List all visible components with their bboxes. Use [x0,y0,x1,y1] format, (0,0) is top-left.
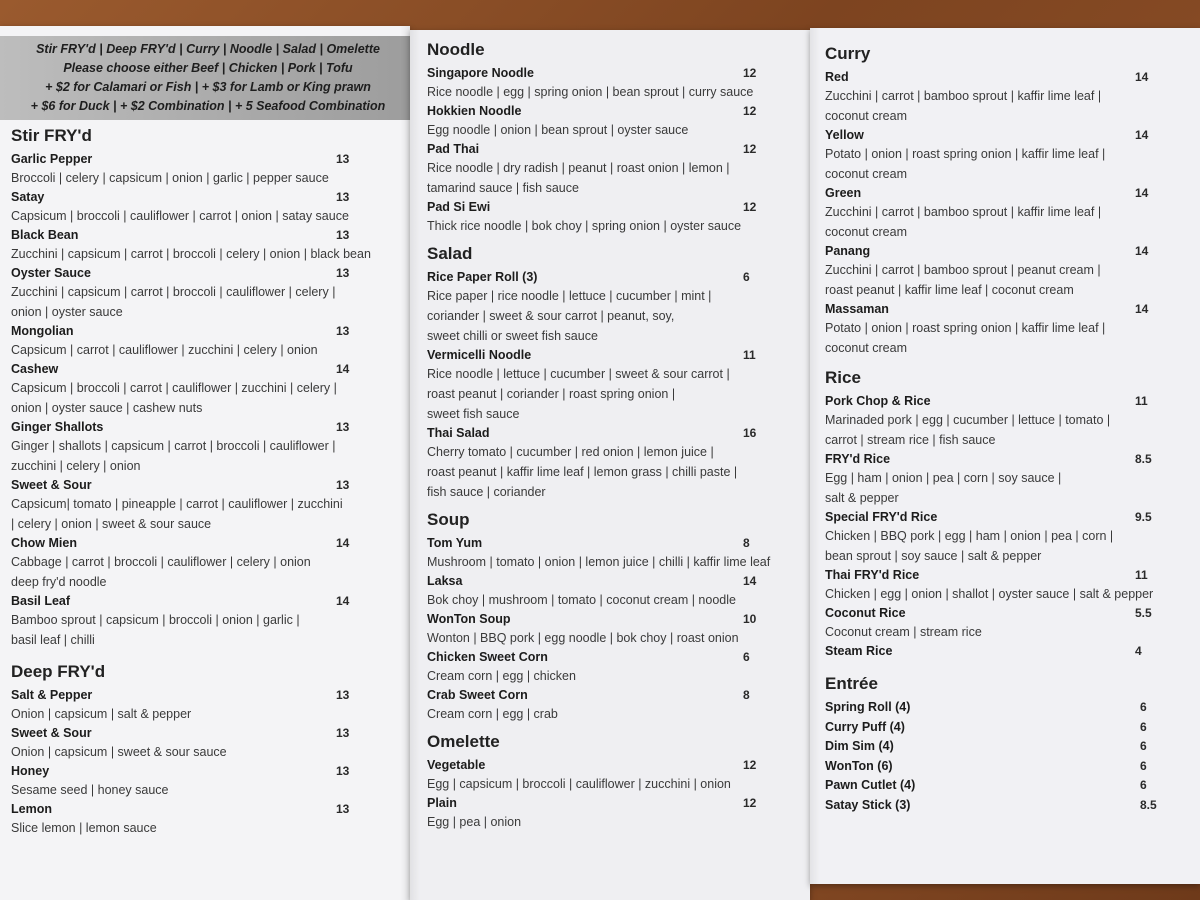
item-name: Vermicelli Noodle [427,348,532,362]
item-price: 13 [336,266,350,280]
item-description: Zucchini | carrot | bamboo sprout | peanut cream | roast peanut | kaffir lime leaf | coconut cream [825,263,1101,297]
item-price: 8 [743,536,750,550]
item-description: Slice lemon | lemon sauce [11,821,157,835]
item-description: Capsicum| tomato | pineapple | carrot | cauliflower | zucchini | celery | onion | sweet & sour sauce [11,497,343,531]
banner-line: + $6 for Duck | + $2 Combination | + 5 Seafood Combination [30,99,386,113]
item-price: 13 [336,228,350,242]
item-name: WonTon Soup [427,612,511,626]
item-name: Oyster Sauce [11,266,91,280]
item-price: 13 [336,688,350,702]
item-description: Chicken | BBQ pork | egg | ham | onion | pea | corn | bean sprout | soy sauce | salt & pepper [825,529,1114,563]
menu-item [11,592,404,650]
menu-item [11,476,404,534]
menu-item [11,322,404,360]
item-description: Rice noodle | lettuce | cucumber | sweet & sour carrot | roast peanut | coriander | roast spring onion | sweet fish sauce [427,367,730,421]
item-price: 11 [1135,394,1148,408]
banner-line: + $2 for Calamari or Fish | + $3 for Lamb or King prawn [45,80,371,94]
menu-item [11,724,404,762]
item-name: Special FRY'd Rice [825,510,938,524]
item-name: Pawn Cutlet (4) [825,778,916,792]
menu-item [825,698,1194,718]
item-price: 14 [1135,186,1149,200]
item-price: 14 [743,574,757,588]
item-name: Thai Salad [427,426,490,440]
item-price: 12 [743,104,757,118]
item-name: FRY'd Rice [825,452,891,466]
item-name: Yellow [825,128,864,142]
menu-item [427,686,804,724]
item-description: Egg noodle | onion | bean sprout | oyster sauce [427,123,689,137]
item-name: Crab Sweet Corn [427,688,528,702]
item-price: 6 [1140,719,1147,734]
item-name: Pad Thai [427,142,480,156]
section-salad [427,244,804,502]
item-description: Zucchini | capsicum | carrot | broccoli | celery | onion | black bean [11,247,371,261]
menu-item [11,188,404,226]
menu-item [825,737,1194,757]
item-list [11,150,404,650]
item-name: Pork Chop & Rice [825,394,931,408]
item-price: 8.5 [1140,797,1157,812]
menu-item [427,64,804,102]
item-name: Chicken Sweet Corn [427,650,548,664]
item-description: Mushroom | tomato | onion | lemon juice | chilli | kaffir lime leaf [427,555,771,569]
item-description: Thick rice noodle | bok choy | spring onion | oyster sauce [427,219,742,233]
item-price: 14 [336,594,350,608]
item-name: Coconut Rice [825,606,906,620]
section-title: Stir FRY'd [11,126,92,145]
menu-item [11,686,404,724]
item-description: Zucchini | carrot | bamboo sprout | kaffir lime leaf | coconut cream [825,205,1102,239]
item-price: 6 [743,650,750,664]
menu-item [825,642,1194,660]
item-description: Ginger | shallots | capsicum | carrot | broccoli | cauliflower | zucchini | celery | onion [11,439,336,473]
item-price: 16 [743,426,757,440]
item-price: 14 [1135,70,1149,84]
item-name: Honey [11,764,50,778]
item-price: 13 [336,764,350,778]
section-deep-fry [11,662,404,838]
menu-item [427,794,804,832]
section-entree [825,674,1194,815]
item-name: Sweet & Sour [11,726,92,740]
item-name: Green [825,186,862,200]
item-name: Tom Yum [427,536,483,550]
item-price: 4 [1135,644,1142,658]
item-price: 14 [336,536,350,550]
item-name: Hokkien Noodle [427,104,522,118]
item-name: Chow Mien [11,536,77,550]
item-price: 6 [1140,758,1147,773]
item-price: 6 [1140,739,1147,753]
item-list [825,392,1194,660]
item-list [825,68,1194,358]
menu-item [427,572,804,610]
item-price: 12 [743,142,757,156]
item-description: Capsicum | broccoli | carrot | cauliflower | zucchini | celery | onion | oyster sauce | cashew nuts [11,381,337,415]
item-description: Bamboo sprout | capsicum | broccoli | onion | garlic | basil leaf | chilli [11,613,300,647]
item-name: Laksa [427,574,463,588]
section-title: Salad [427,244,473,263]
item-price: 6 [1140,778,1147,792]
item-description: Cabbage | carrot | broccoli | cauliflower | celery | onion deep fry'd noodle [11,555,311,589]
item-name: Satay [11,190,45,204]
item-description: Cream corn | egg | chicken [427,669,576,683]
section-stir-fry [11,126,404,650]
item-name: Panang [825,244,871,258]
section-title: Deep FRY'd [11,662,106,681]
item-description: Onion | capsicum | sweet & sour sauce [11,745,227,759]
item-name: Steam Rice [825,644,893,658]
menu-item [427,648,804,686]
item-price: 13 [336,420,350,434]
item-name: Pad Si Ewi [427,200,491,214]
menu-item [11,534,404,592]
item-description: Capsicum | broccoli | cauliflower | carrot | onion | satay sauce [11,209,349,223]
item-name: Plain [427,796,457,810]
item-name: Basil Leaf [11,594,71,608]
item-price: 12 [743,796,757,810]
item-name: Satay Stick (3) [825,797,911,812]
item-description: Zucchini | capsicum | carrot | broccoli | cauliflower | celery | onion | oyster sauce [11,285,336,319]
item-description: Broccoli | celery | capsicum | onion | garlic | pepper sauce [11,171,329,185]
menu-item [427,198,804,236]
menu-item [11,150,404,188]
item-list [427,534,804,724]
menu-item [11,800,404,838]
item-price: 14 [1135,244,1149,258]
item-price: 14 [1135,302,1149,316]
menu-item [825,718,1194,738]
item-name: Red [825,70,849,84]
menu-item [427,756,804,794]
menu-panel-middle [410,30,810,900]
item-description: Capsicum | carrot | cauliflower | zucchini | celery | onion [11,343,318,357]
item-description: Onion | capsicum | salt & pepper [11,707,192,721]
item-name: Mongolian [11,324,74,338]
item-price: 11 [743,348,756,362]
item-description: Egg | ham | onion | pea | corn | soy sauce | salt & pepper [825,471,1062,505]
item-name: Ginger Shallots [11,420,104,434]
menu-item [825,776,1194,796]
section-rice [825,368,1194,660]
menu-item [825,508,1194,566]
banner-line: Stir FRY'd | Deep FRY'd | Curry | Noodle | Salad | Omelette [36,42,380,56]
item-description: Chicken | egg | onion | shallot | oyster sauce | salt & pepper [825,587,1154,601]
menu-item [11,762,404,800]
item-description: Cherry tomato | cucumber | red onion | lemon juice | roast peanut | kaffir lime leaf | lemon grass | chilli paste | fish sauce | coriander [427,445,738,499]
menu-item [825,300,1194,358]
item-list [427,64,804,236]
menu-item [11,418,404,476]
menu-item [825,392,1194,450]
section-title: Omelette [427,732,500,751]
item-name: Lemon [11,802,52,816]
menu-item [427,102,804,140]
section-omelette [427,732,804,832]
item-list [427,268,804,502]
right-column [810,28,1200,815]
item-description: Egg | pea | onion [427,815,522,829]
item-price: 14 [336,362,350,376]
menu-item [825,604,1194,642]
item-description: Coconut cream | stream rice [825,625,982,639]
menu-item [11,226,404,264]
item-name: Thai FRY'd Rice [825,568,920,582]
menu-panel-left [0,26,410,900]
menu-panel-right [810,28,1200,884]
menu-item [825,126,1194,184]
item-description: Potato | onion | roast spring onion | kaffir lime leaf | coconut cream [825,147,1106,181]
left-column [0,120,410,838]
menu-item [427,424,804,502]
section-title: Curry [825,44,871,63]
item-name: Singapore Noodle [427,66,534,80]
item-price: 6 [743,270,750,284]
item-name: Rice Paper Roll (3) [427,270,538,284]
item-price: 5.5 [1135,606,1152,620]
item-description: Zucchini | carrot | bamboo sprout | kaffir lime leaf | coconut cream [825,89,1102,123]
options-banner [0,36,410,120]
item-description: Wonton | BBQ pork | egg noodle | bok choy | roast onion [427,631,739,645]
menu-item [825,242,1194,300]
item-description: Egg | capsicum | broccoli | cauliflower | zucchini | onion [427,777,731,791]
item-description: Rice noodle | dry radish | peanut | roast onion | lemon | tamarind sauce | fish sauce [427,161,730,195]
item-price: 13 [336,190,350,204]
menu-item [825,184,1194,242]
item-price: 14 [1135,128,1149,142]
item-price: 12 [743,66,757,80]
menu-item [427,534,804,572]
item-description: Bok choy | mushroom | tomato | coconut cream | noodle [427,593,736,607]
item-price: 12 [743,758,757,772]
item-price: 10 [743,612,757,626]
section-curry [825,44,1194,358]
item-name: Black Bean [11,228,79,242]
item-name: Salt & Pepper [11,688,93,702]
item-description: Potato | onion | roast spring onion | kaffir lime leaf | coconut cream [825,321,1106,355]
item-name: Massaman [825,302,889,316]
item-list [825,698,1194,815]
item-name: Curry Puff (4) [825,719,905,734]
item-description: Marinaded pork | egg | cucumber | lettuce | tomato | carrot | stream rice | fish sauce [825,413,1111,447]
item-price: 8.5 [1135,452,1152,466]
section-title: Entrée [825,674,878,693]
section-title: Rice [825,368,861,387]
item-name: Cashew [11,362,59,376]
menu-item [825,566,1194,604]
item-list [427,756,804,832]
item-list [11,686,404,838]
item-description: Sesame seed | honey sauce [11,783,169,797]
section-soup [427,510,804,724]
item-description: Rice paper | rice noodle | lettuce | cucumber | mint | coriander | sweet & sour carrot | peanut, soy, sweet chilli or sweet fish sauce [427,289,712,343]
menu-item [427,346,804,424]
item-price: 11 [1135,568,1148,582]
menu-item [825,450,1194,508]
item-name: Garlic Pepper [11,152,93,166]
menu-item [825,757,1194,777]
menu-item [825,796,1194,816]
middle-column [410,30,810,832]
item-price: 13 [336,726,350,740]
item-name: Dim Sim (4) [825,739,894,753]
item-name: WonTon (6) [825,758,893,773]
item-name: Vegetable [427,758,486,772]
menu-item [11,360,404,418]
item-price: 9.5 [1135,510,1152,524]
banner-line: Please choose either Beef | Chicken | Pork | Tofu [63,61,353,75]
section-title: Soup [427,510,470,529]
section-noodle [427,40,804,236]
item-price: 13 [336,324,350,338]
item-price: 13 [336,152,350,166]
item-price: 13 [336,802,350,816]
menu-item [825,68,1194,126]
item-price: 8 [743,688,750,702]
item-name: Spring Roll (4) [825,700,911,714]
item-price: 12 [743,200,757,214]
item-description: Rice noodle | egg | spring onion | bean sprout | curry sauce [427,85,754,99]
menu-item [427,610,804,648]
section-title: Noodle [427,40,485,59]
menu-item [427,140,804,198]
menu-item [427,268,804,346]
menu-item [11,264,404,322]
item-description: Cream corn | egg | crab [427,707,558,721]
item-price: 6 [1140,700,1147,714]
item-name: Sweet & Sour [11,478,92,492]
item-price: 13 [336,478,350,492]
